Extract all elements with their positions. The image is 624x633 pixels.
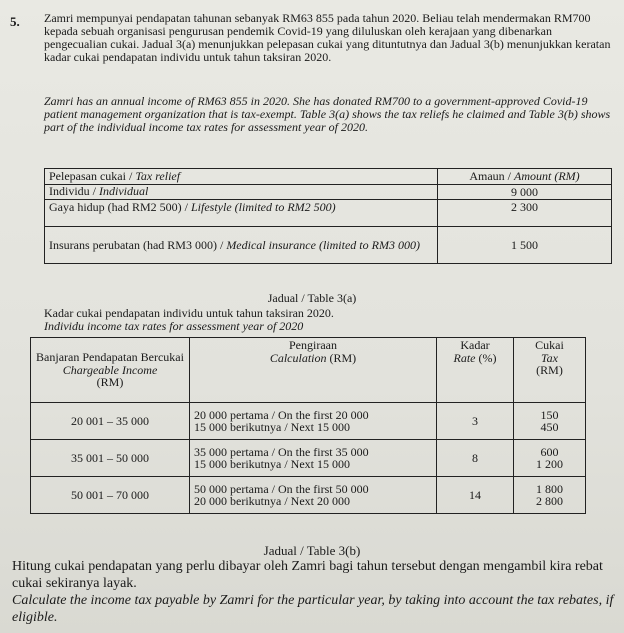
- intro-english: Zamri has an annual income of RM63 855 in 2020. She has donated RM700 to a government-approved Covid-19 patient management organization that is tax-exempt. Table 3(a) shows the tax reliefs he claimed and Table 3(b) shows part of the individual income tax rates for assessment year of 2020.: [44, 94, 611, 134]
- tax-relief-table: [44, 168, 612, 264]
- table-a-caption: Jadual / Table 3(a): [267, 291, 357, 305]
- table-b-caption: Jadual / Table 3(b): [263, 543, 361, 558]
- relief-name: Gaya hidup (had RM2 500) / Lifestyle (limited to RM2 500): [45, 200, 438, 227]
- relief-amount: 2 300: [438, 200, 612, 227]
- table-row: [31, 440, 586, 477]
- rate-cell: 3: [437, 403, 514, 440]
- calc-cell: 20 000 pertama / On the first 20 000 15 000 berikutnya / Next 15 000: [190, 403, 437, 440]
- tax-cell: 600 1 200: [514, 440, 586, 477]
- amount-header: Amaun / Amount (RM): [438, 169, 612, 185]
- relief-amount: 9 000: [438, 184, 612, 200]
- rate-header: Kadar Rate (%): [437, 338, 514, 403]
- task-english: Calculate the income tax payable by Zamri for the particular year, by taking into account the tax rebates, if eligible.: [12, 593, 614, 625]
- band-header: Banjaran Pendapatan Bercukai Chargeable Income (RM): [31, 338, 190, 403]
- tax-cell: 150 450: [514, 403, 586, 440]
- relief-header: Pelepasan cukai / Tax relief: [45, 169, 438, 185]
- table-row: [31, 403, 586, 440]
- table-row: [45, 227, 612, 264]
- intro-malay: Zamri mempunyai pendapatan tahunan sebanyak RM63 855 pada tahun 2020. Beliau telah mendermakan RM700 kepada sebuah organisasi pengurusan pendemik Covid-19 yang diluluskan oleh kerajaan yang dibenarkan pengecualian cukai. Jadual 3(a) menunjukkan pelepasan cukai yang dituntutnya dan Jadual 3(b) menunjukkan keratan kadar cukai pendapatan individu untuk tahun taksiran 2020.: [44, 11, 611, 64]
- income-tax-rate-table: [30, 337, 586, 514]
- table-b-title: Kadar cukai pendapatan individu untuk tahun taksiran 2020. Individu income tax rates for assessment year of 2020: [44, 306, 334, 333]
- band-cell: 50 001 – 70 000: [31, 477, 190, 514]
- relief-amount: 1 500: [438, 227, 612, 264]
- table-row: [45, 184, 612, 200]
- table-header-row: [45, 169, 612, 185]
- table-row: [31, 477, 586, 514]
- tax-cell: 1 800 2 800: [514, 477, 586, 514]
- table-header-row: [31, 338, 586, 403]
- relief-name: Insurans perubatan (had RM3 000) / Medical insurance (limited to RM3 000): [45, 227, 438, 264]
- calc-cell: 35 000 pertama / On the first 35 000 15 000 berikutnya / Next 15 000: [190, 440, 437, 477]
- relief-name: Individu / Individual: [45, 184, 438, 200]
- band-cell: 35 001 – 50 000: [31, 440, 190, 477]
- calc-cell: 50 000 pertama / On the first 50 000 20 000 berikutnya / Next 20 000: [190, 477, 437, 514]
- band-cell: 20 001 – 35 000: [31, 403, 190, 440]
- calc-header: Pengiraan Calculation (RM): [190, 338, 437, 403]
- question-number: 5.: [10, 14, 20, 29]
- tax-header: Cukai Tax (RM): [514, 338, 586, 403]
- table-row: [45, 200, 612, 227]
- rate-cell: 14: [437, 477, 514, 514]
- task-malay: Hitung cukai pendapatan yang perlu dibayar oleh Zamri bagi tahun tersebut dengan mengambil kira rebat cukai sekiranya layak.: [12, 559, 603, 591]
- rate-cell: 8: [437, 440, 514, 477]
- task-text: [12, 558, 622, 626]
